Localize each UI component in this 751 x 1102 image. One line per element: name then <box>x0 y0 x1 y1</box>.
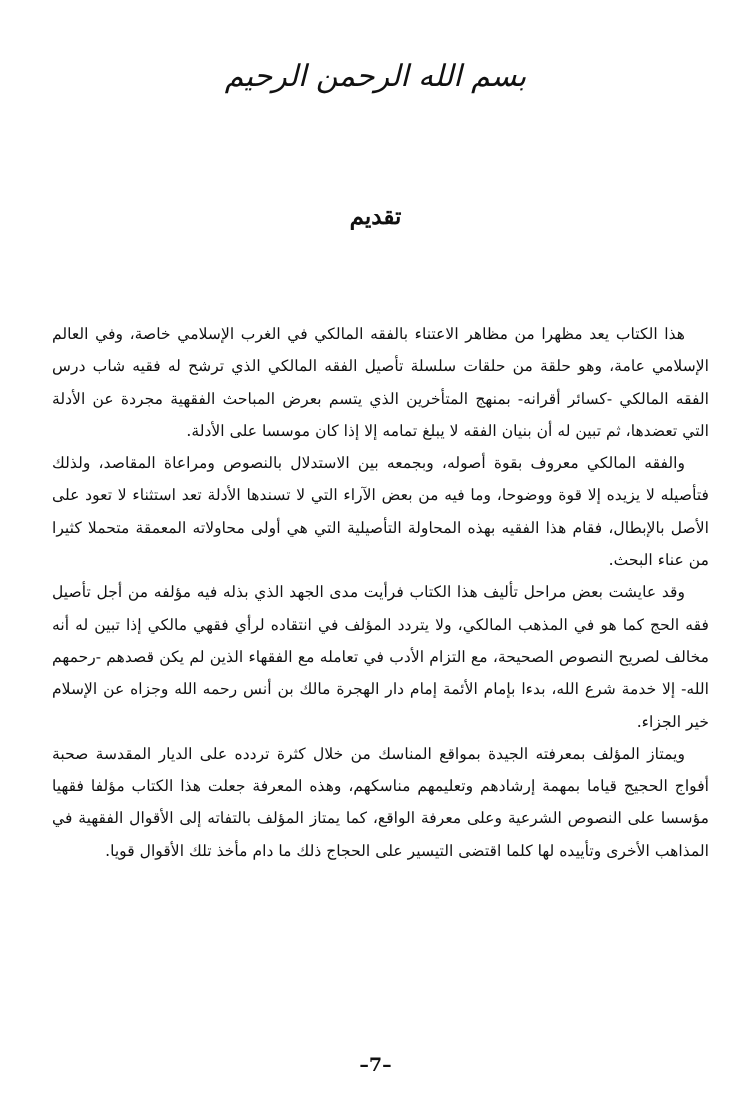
page-title: تقديم <box>349 203 402 230</box>
page-number: –7– <box>359 1054 392 1076</box>
paragraph-3: وقد عايشت بعض مراحل تأليف هذا الكتاب فرأيت مدى الجهد الذي بذله فيه مؤلفه من أجل تأصيل فقه الحج كما هو في المذهب المالكي، ولا يتردد المؤلف في انتقاده لرأي فقهي مالكي إذا تبين له أنه مخالف لصريح النصوص الصحيحة، مع التزام الأدب في تعامله مع الفقهاء الذين لم يكن قصدهم -رحمهم الله- إلا خدمة شرع الله، بدءا بإمام الأئمة إمام دار الهجرة مالك بن أنس رحمه الله وجزاه عن الإسلام خير الجزاء. <box>52 583 709 731</box>
paragraph-4: ويمتاز المؤلف بمعرفته الجيدة بمواقع المناسك من خلال كثرة تردده على الديار المقدسة صحبة أفواج الحجيج قياما بمهمة إرشادهم وتعليمهم مناسكهم، وهذه المعرفة جعلت هذا الكتاب مؤلفا فقهيا مؤسسا على النصوص الشرعية وعلى معرفة الواقع، كما يمتاز المؤلف بالتفاته إلى الأقوال الفقهية في المذاهب الأخرى وتأييده لها كلما اقتضى التيسير على الحجاج ذلك ما دام مأخذ تلك الأقوال قويا. <box>52 744 709 860</box>
paragraph-1: هذا الكتاب يعد مظهرا من مظاهر الاعتناء بالفقه المالكي في الغرب الإسلامي خاصة، وفي العالم الإسلامي عامة، وهو حلقة من حلقات سلسلة تأصيل الفقه المالكي الذي ترشح له فقيه شاب درس الفقه المالكي -كسائر أقرانه- بمنهج المتأخرين الذي يتسم بعرض المباحث الفقهية مجردة عن الأدلة التي تعضدها، ثم تبين له أن بنيان الفقه لا يبلغ تمامه إلا إذا كان موسسا على الأدلة. <box>52 325 709 440</box>
body-text <box>52 318 709 867</box>
basmala-calligraphy: بسم الله الرحمن الرحيم <box>224 59 527 94</box>
paragraph-2: والفقه المالكي معروف بقوة أصوله، وبجمعه بين الاستدلال بالنصوص ومراعاة المقاصد، ولذلك فتأصيله لا يزيده إلا قوة ووضوحا، وما فيه من بعض الآراء التي لا تسندها الأدلة تعد استثناء لا تعود على الأصل بالإبطال، فقام هذا الفقيه بهذه المحاولة التأصيلية التي هي أولى محاولاته المعمقة متحملا كثيرا من عناء البحث. <box>52 454 709 570</box>
